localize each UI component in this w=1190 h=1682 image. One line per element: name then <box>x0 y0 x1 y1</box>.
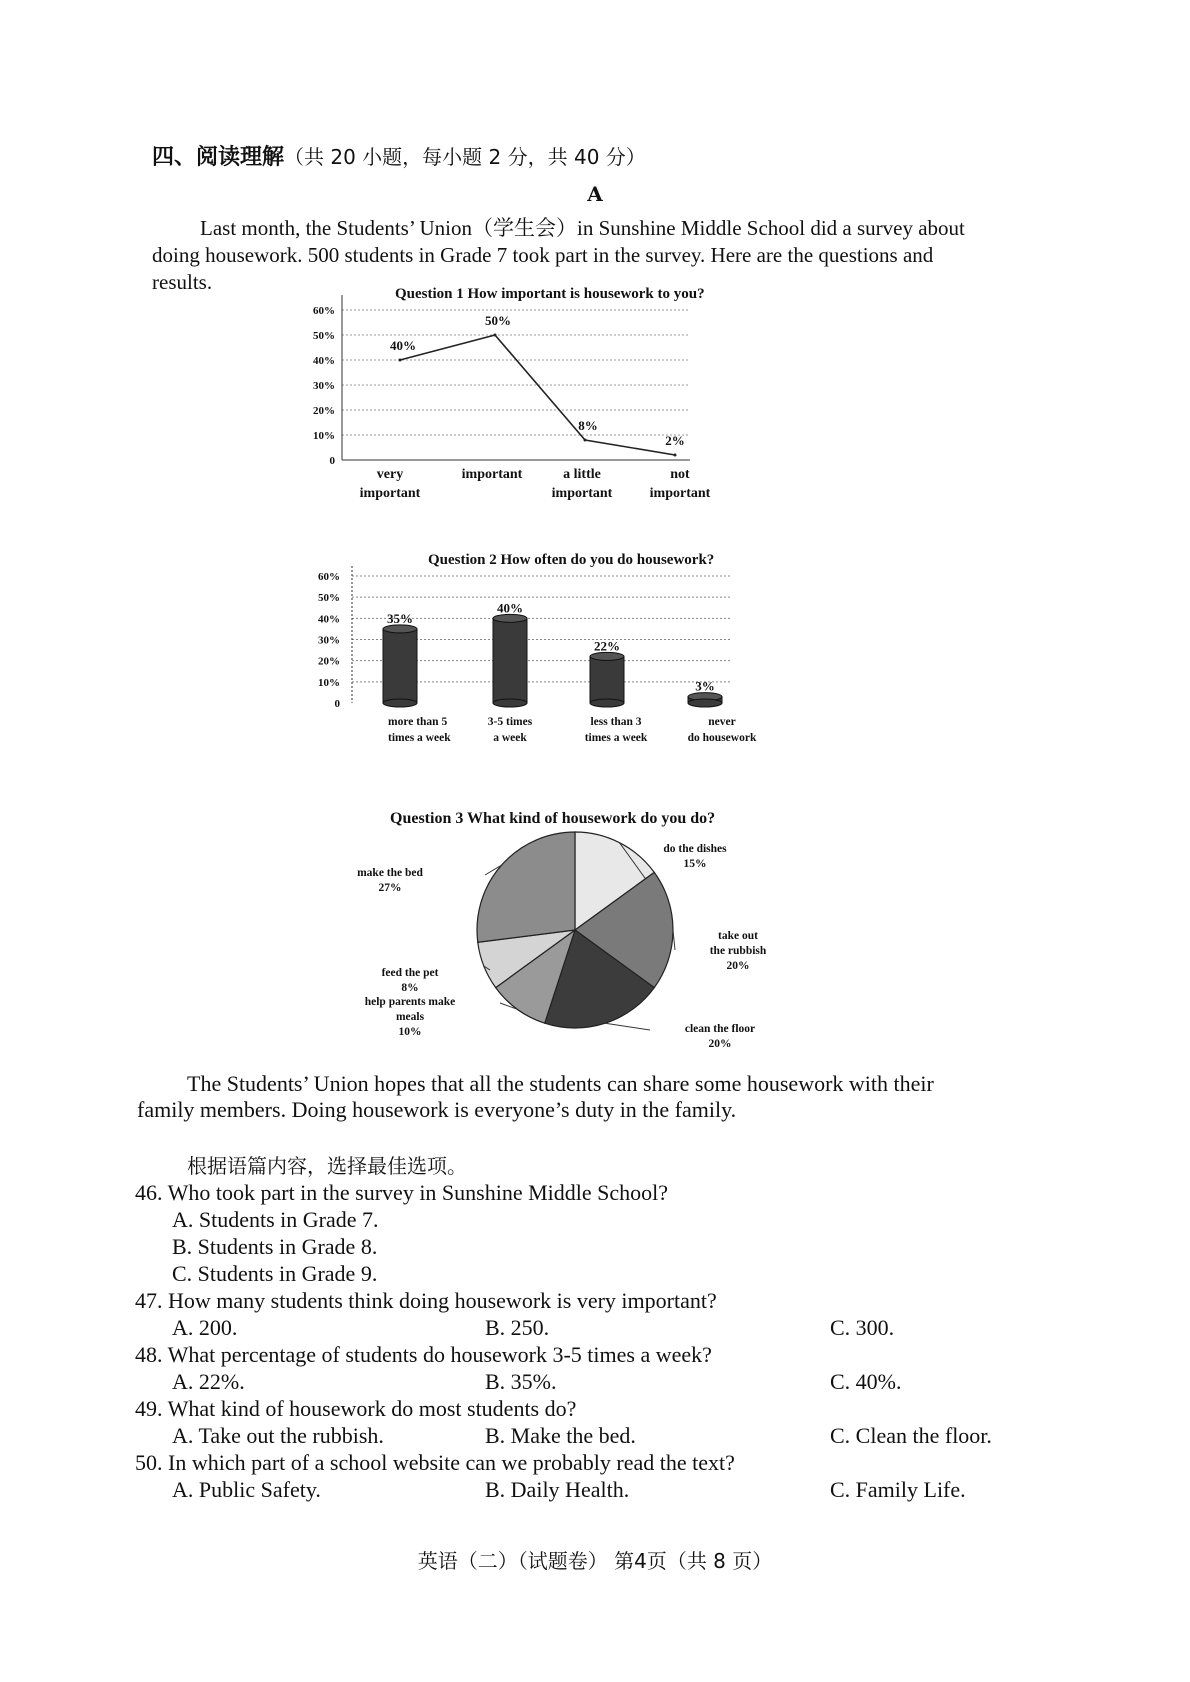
passage-letter: A <box>587 182 603 206</box>
question-50-option-c[interactable]: C. Family Life. <box>830 1477 966 1502</box>
chart3-leader-line <box>673 930 675 950</box>
question-46-option-c[interactable]: C. Students in Grade 9. <box>172 1261 378 1286</box>
question-47-option-a[interactable]: A. 200. <box>172 1315 238 1340</box>
chart2-x-tick: 3-5 times <box>487 716 533 728</box>
question-48-option-a[interactable]: A. 22%. <box>172 1369 245 1394</box>
chart3-slice-label: meals <box>395 1011 425 1023</box>
question-47-option-b[interactable]: B. 250. <box>485 1315 550 1340</box>
chart3-slice-value: 20% <box>708 1038 732 1050</box>
question-48-option-b[interactable]: B. 35%. <box>485 1369 557 1394</box>
chart1-y-tick: 40% <box>313 355 335 367</box>
chart2-y-tick: 20% <box>318 655 340 668</box>
question-46-option-a[interactable]: A. Students in Grade 7. <box>172 1207 379 1232</box>
question-49-option-b[interactable]: B. Make the bed. <box>485 1423 636 1448</box>
chart3-slice-value: 8% <box>401 982 419 994</box>
chart3-slice-label: help parents make <box>364 996 456 1008</box>
chart2-x-tick: less than 3 <box>590 716 642 728</box>
question-50-option-a[interactable]: A. Public Safety. <box>172 1477 321 1502</box>
chart3-slice-value: 20% <box>726 960 750 972</box>
chart3-slice-value: 15% <box>683 858 707 870</box>
chart3-title: Question 3 What kind of housework do you do? <box>390 810 716 827</box>
chart1-y-tick: 20% <box>313 405 335 417</box>
chart2-bar-base <box>383 699 417 707</box>
chart3-pie <box>357 835 800 1065</box>
chart2-x-tick: times a week <box>388 732 451 744</box>
question-49-option-c[interactable]: C. Clean the floor. <box>830 1423 992 1448</box>
chart3-slice-label: feed the pet <box>381 967 439 979</box>
instruction: 根据语篇内容，选择最佳选项。 <box>187 1154 467 1178</box>
chart3-slice-label: clean the floor <box>684 1023 756 1035</box>
chart3-slice-label: the rubbish <box>709 945 767 957</box>
chart2-x-tick: never <box>708 716 736 728</box>
chart1-x-tick: very <box>376 467 404 482</box>
chart1-y-tick: 60% <box>313 305 335 317</box>
question-50-stem: 50. In which part of a school website can we probably read the text? <box>135 1450 735 1475</box>
chart1-x-tick: important <box>551 486 613 501</box>
chart3-slice-label: do the dishes <box>663 843 727 855</box>
question-47-stem: 47. How many students think doing housework is very important? <box>135 1288 717 1313</box>
chart2-bar-base <box>493 699 527 707</box>
question-50-option-b[interactable]: B. Daily Health. <box>485 1477 630 1502</box>
chart3-slice <box>477 832 575 942</box>
chart2-y-tick: 50% <box>318 592 340 605</box>
chart2-y-tick: 0 <box>334 698 340 710</box>
chart1-series-line <box>400 335 675 455</box>
chart2-data-label: 35% <box>387 610 413 626</box>
chart2-bar <box>318 566 800 806</box>
chart1-point <box>494 334 497 337</box>
chart1-point <box>584 439 587 442</box>
intro-line-3: results. <box>152 270 213 294</box>
section-heading-bold: 四、阅读理解 <box>152 144 285 170</box>
chart2-title: Question 2 How often do you do housework? <box>428 552 715 568</box>
chart3-leader-line <box>605 1023 650 1030</box>
chart2-data-label: 3% <box>695 678 715 694</box>
chart2-bar-cap <box>383 625 417 633</box>
chart2-y-tick: 40% <box>318 613 340 626</box>
chart1-line <box>313 300 790 540</box>
chart2-data-label: 40% <box>497 600 523 616</box>
chart2-x-tick: more than 5 <box>388 716 448 728</box>
chart2-bar <box>493 618 527 703</box>
chart1-x-tick: important <box>461 467 523 482</box>
chart2-bar-cap <box>590 652 624 660</box>
chart2-x-tick: do housework <box>687 732 757 744</box>
chart1-y-tick: 10% <box>313 430 335 442</box>
chart1-data-label: 50% <box>485 313 511 328</box>
question-49-stem: 49. What kind of housework do most students do? <box>135 1396 577 1421</box>
question-48-stem: 48. What percentage of students do housework 3-5 times a week? <box>135 1342 712 1367</box>
chart2-bar <box>383 629 417 703</box>
chart3-slice-label: take out <box>718 930 758 942</box>
closing-line-2: family members. Doing housework is everyone’s duty in the family. <box>137 1097 737 1122</box>
chart1-x-tick: important <box>649 486 711 501</box>
chart1-title: Question 1 How important is housework to you? <box>395 286 705 302</box>
chart3-slice-value: 27% <box>378 882 402 894</box>
question-46-stem: 46. Who took part in the survey in Sunshine Middle School? <box>135 1180 669 1205</box>
chart2-x-tick: a week <box>493 732 527 744</box>
chart2-bar-base <box>688 699 722 707</box>
chart1-y-tick: 0 <box>329 455 335 467</box>
chart2-y-tick: 30% <box>318 634 340 647</box>
closing-line-1: The Students’ Union hopes that all the students can share some housework with their <box>187 1071 934 1096</box>
chart1-y-tick: 50% <box>313 330 335 342</box>
chart3-slice-label: make the bed <box>357 867 423 879</box>
intro-line-1: Last month, the Students’ Union（学生会）in Sunshine Middle School did a survey about <box>200 216 965 240</box>
chart2-y-tick: 60% <box>318 571 340 583</box>
chart1-data-label: 2% <box>665 433 685 448</box>
section-heading <box>152 140 646 171</box>
chart2-x-tick: times a week <box>584 732 648 744</box>
question-46-option-b[interactable]: B. Students in Grade 8. <box>172 1234 378 1259</box>
chart1-data-label: 40% <box>390 338 416 353</box>
chart1-y-tick: 30% <box>313 380 335 392</box>
chart2-data-label: 22% <box>594 638 620 654</box>
chart2-y-tick: 10% <box>318 676 340 689</box>
chart2-bar-cap <box>493 614 527 622</box>
question-48-option-c[interactable]: C. 40%. <box>830 1369 902 1394</box>
intro-line-2: doing housework. 500 students in Grade 7 took part in the survey. Here are the questions and <box>152 243 934 267</box>
chart1-data-label: 8% <box>578 418 598 433</box>
page-footer: 英语（二）（试题卷） 第4页（共 8 页） <box>417 1549 773 1573</box>
chart1-x-tick: not <box>670 467 690 482</box>
section-heading-note: （共 20 小题，每小题 2 分，共 40 分） <box>284 145 646 169</box>
chart1-x-tick: important <box>359 486 421 501</box>
chart2-bar <box>590 656 624 703</box>
chart1-point <box>399 359 402 362</box>
chart1-x-tick: a little <box>563 467 601 482</box>
chart2-bar-base <box>590 699 624 707</box>
chart3-slice-value: 10% <box>398 1026 422 1038</box>
chart1-point <box>674 454 677 457</box>
question-47-option-c[interactable]: C. 300. <box>830 1315 895 1340</box>
question-49-option-a[interactable]: A. Take out the rubbish. <box>172 1423 384 1448</box>
